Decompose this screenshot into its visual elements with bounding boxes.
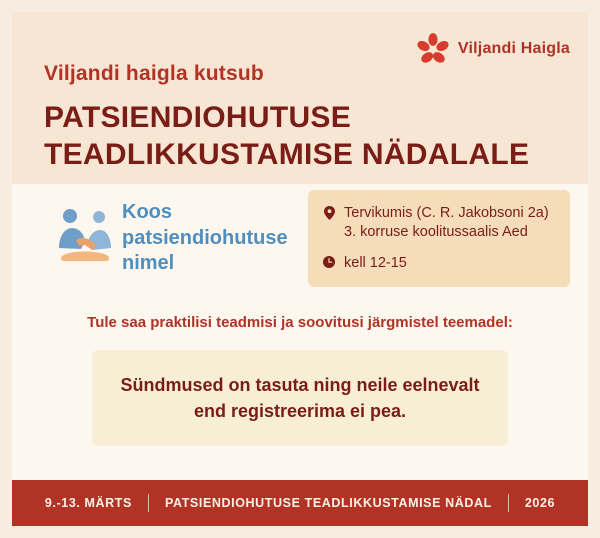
campaign-logo <box>54 200 288 286</box>
location-text <box>344 204 549 242</box>
location-line-2: 3. korruse koolitussaalis Aed <box>344 224 528 241</box>
notice-line-2: end registreerima ei pea. <box>193 401 407 422</box>
page-title <box>44 100 564 173</box>
kicker-text: Viljandi haigla kutsub <box>44 62 264 85</box>
footer-campaign: PATSIENDIOHUTUSE TEADLIKKUSTAMISE NÄDAL <box>164 496 492 510</box>
topics-subheading: Tule saa praktilisi teadmisi ja soovitusi järgmistel teemadel: <box>87 314 513 331</box>
time-text: kell 12-15 <box>344 255 407 272</box>
title-line-1: PATSIENDIOHUTUSE <box>44 101 352 134</box>
map-pin-icon <box>322 204 336 224</box>
event-info-box <box>308 190 570 287</box>
location-line-1: Tervikumis (C. R. Jakobsoni 2a) <box>344 205 549 221</box>
time-row <box>322 254 556 273</box>
brand-name: Viljandi Haigla <box>457 40 570 57</box>
campaign-logo-text <box>122 200 288 277</box>
notice-box <box>92 350 508 446</box>
footer-dates: 9.-13. MÄRTS <box>44 496 132 510</box>
campaign-logo-line-1: Koos <box>122 201 172 223</box>
location-row <box>322 204 556 242</box>
brand-logo <box>416 32 570 66</box>
clock-icon <box>322 254 336 272</box>
campaign-logo-line-3: nimel <box>122 252 175 275</box>
footer-year: 2026 <box>524 496 556 510</box>
title-line-2: TEADLIKKUSTAMISE NÄDALALE <box>44 137 530 171</box>
flower-petals-icon <box>416 32 450 66</box>
two-people-handshake-icon <box>54 204 116 270</box>
footer-bar <box>12 480 588 526</box>
poster-inner <box>12 12 588 526</box>
campaign-logo-line-2: patsiendiohutuse <box>122 226 288 249</box>
notice-line-1: Sündmused on tasuta ning neile eelnevalt <box>120 375 480 395</box>
